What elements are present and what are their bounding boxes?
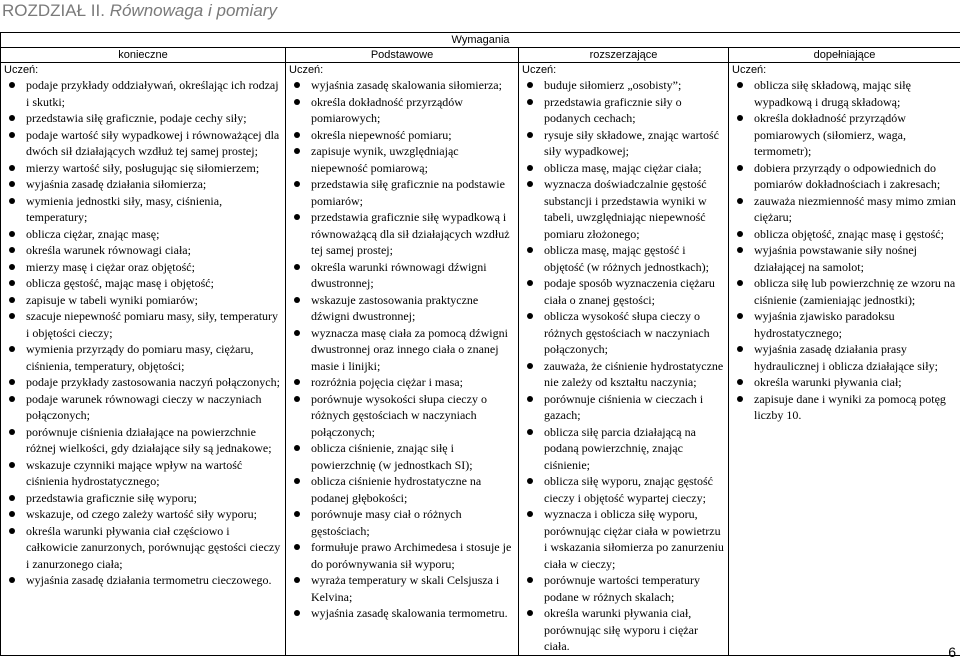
column-label: Uczeń:: [732, 64, 767, 76]
page-number: 6: [948, 644, 956, 660]
requirement-item: zapisuje wynik, uwzględniając niepewność pomiarową;: [286, 143, 518, 176]
requirement-item: określa dokładność przyrządów pomiarowych (siłomierz, waga, termometr);: [729, 110, 960, 160]
column-rozszerzajace: [519, 63, 729, 656]
column-podstawowe: [286, 63, 519, 656]
requirement-item: porównuje wysokości słupa cieczy o różnych gęstościach w naczyniach połączonych;: [286, 391, 518, 441]
requirement-item: oblicza siłę lub powierzchnię ze wzoru na ciśnienie (zamieniając jednostki);: [729, 275, 960, 308]
requirement-item: wyjaśnia zasadę skalowania siłomierza;: [286, 77, 518, 94]
requirement-item: wymienia jednostki siły, masy, ciśnienia, temperatury;: [1, 193, 285, 226]
requirement-item: mierzy wartość siły, posługując się siłomierzem;: [1, 160, 285, 177]
requirement-item: określa dokładność przyrządów pomiarowych;: [286, 94, 518, 127]
requirement-item: określa warunki pływania ciał częściowo i całkowicie zanurzonych, porównując gęstości cieczy i zanurzonego ciała;: [1, 523, 285, 573]
requirement-item: oblicza masę, mając gęstość i objętość (w różnych jednostkach);: [519, 242, 728, 275]
requirement-item: zauważa, że ciśnienie hydrostatyczne nie zależy od kształtu naczynia;: [519, 358, 728, 391]
column-header-konieczne: konieczne: [1, 48, 286, 63]
requirement-item: dobiera przyrządy o odpowiednich do pomiarów dokładnościach i zakresach;: [729, 160, 960, 193]
requirement-item: oblicza ciężar, znając masę;: [1, 226, 285, 243]
requirement-item: zauważa niezmienność masy mimo zmian ciężaru;: [729, 193, 960, 226]
requirement-item: oblicza siłę parcia działającą na podaną powierzchnię, znając ciśnienie;: [519, 424, 728, 474]
requirement-item: oblicza ciśnienie hydrostatyczne na podanej głębokości;: [286, 473, 518, 506]
requirement-item: rysuje siły składowe, znając wartość siły wypadkowej;: [519, 127, 728, 160]
requirement-item: oblicza objętość, znając masę i gęstość;: [729, 226, 960, 243]
requirement-list: [286, 77, 518, 622]
requirement-item: oblicza siłę składową, mając siłę wypadkową i drugą składową;: [729, 77, 960, 110]
requirement-item: wymienia przyrządy do pomiaru masy, ciężaru, ciśnienia, temperatury, objętości;: [1, 341, 285, 374]
requirement-item: porównuje masy ciał o różnych gęstościach;: [286, 506, 518, 539]
chapter-number: ROZDZIAŁ II.: [2, 1, 105, 20]
requirement-item: zapisuje dane i wyniki za pomocą potęg liczby 10.: [729, 391, 960, 424]
requirement-item: przedstawia siłę graficznie, podaje cechy siły;: [1, 110, 285, 127]
requirement-item: określa warunki pływania ciał;: [729, 374, 960, 391]
requirement-item: rozróżnia pojęcia ciężar i masa;: [286, 374, 518, 391]
requirement-item: porównuje wartości temperatury podane w różnych skalach;: [519, 572, 728, 605]
requirement-item: podaje wartość siły wypadkowej i równoważącej dla dwóch sił działających wzdłuż tej samej prostej;: [1, 127, 285, 160]
requirement-item: wyjaśnia zjawisko paradoksu hydrostatycznego;: [729, 308, 960, 341]
requirement-item: oblicza wysokość słupa cieczy o różnych gęstościach w naczyniach połączonych;: [519, 308, 728, 358]
requirement-item: określa warunki równowagi dźwigni dwustronnej;: [286, 259, 518, 292]
requirement-item: mierzy masę i ciężar oraz objętość;: [1, 259, 285, 276]
column-label: Uczeń:: [4, 64, 39, 76]
requirement-item: podaje przykłady zastosowania naczyń połączonych;: [1, 374, 285, 391]
requirement-item: wyznacza doświadczalnie gęstość substancji i przedstawia wyniki w tabeli, uwzględniając niepewność pomiaru złożonego;: [519, 176, 728, 242]
requirement-item: przedstawia graficznie siłę wyporu;: [1, 490, 285, 507]
requirement-item: oblicza siłę wyporu, znając gęstość cieczy i objętość wypartej cieczy;: [519, 473, 728, 506]
requirement-item: wyznacza masę ciała za pomocą dźwigni dwustronnej oraz innego ciała o znanej masie i linijki;: [286, 325, 518, 375]
requirement-item: porównuje ciśnienia w cieczach i gazach;: [519, 391, 728, 424]
requirement-item: wyjaśnia zasadę skalowania termometru.: [286, 605, 518, 622]
requirement-item: przedstawia graficznie siłę wypadkową i równoważącą dla sił działających wzdłuż tej samej prostej;: [286, 209, 518, 259]
requirement-item: oblicza ciśnienie, znając siłę i powierzchnię (w jednostkach SI);: [286, 440, 518, 473]
requirement-item: wyjaśnia zasadę działania prasy hydraulicznej i oblicza działające siły;: [729, 341, 960, 374]
requirement-item: podaje przykłady oddziaływań, określając ich rodzaj i skutki;: [1, 77, 285, 110]
table-header-title: Wymagania: [1, 33, 960, 48]
requirements-table: [0, 32, 960, 656]
requirement-item: podaje warunek równowagi cieczy w naczyniach połączonych;: [1, 391, 285, 424]
requirement-item: buduje siłomierz „osobisty”;: [519, 77, 728, 94]
requirement-item: oblicza masę, mając ciężar ciała;: [519, 160, 728, 177]
requirement-item: wskazuje, od czego zależy wartość siły wyporu;: [1, 506, 285, 523]
requirement-list: [729, 77, 960, 424]
requirement-item: podaje sposób wyznaczenia ciężaru ciała o znanej gęstości;: [519, 275, 728, 308]
column-konieczne: [1, 63, 286, 656]
requirement-item: wyjaśnia zasadę działania siłomierza;: [1, 176, 285, 193]
chapter-subtitle: Równowaga i pomiary: [109, 1, 277, 20]
requirement-item: wyznacza i oblicza siłę wyporu, porównując ciężar ciała w powietrzu i wskazania siłomierza po zanurzeniu ciała w cieczy;: [519, 506, 728, 572]
column-label: Uczeń:: [522, 64, 557, 76]
requirement-item: wyjaśnia powstawanie siły nośnej działającej na samolot;: [729, 242, 960, 275]
column-label: Uczeń:: [289, 64, 324, 76]
requirement-item: określa niepewność pomiaru;: [286, 127, 518, 144]
column-header-dopelniajace: dopełniające: [729, 48, 960, 63]
requirement-item: przedstawia graficznie siły o podanych cechach;: [519, 94, 728, 127]
requirement-list: [1, 77, 285, 589]
requirement-item: przedstawia siłę graficznie na podstawie pomiarów;: [286, 176, 518, 209]
requirement-item: wyraża temperatury w skali Celsjusza i Kelvina;: [286, 572, 518, 605]
requirement-item: szacuje niepewność pomiaru masy, siły, temperatury i objętości cieczy;: [1, 308, 285, 341]
requirement-item: wyjaśnia zasadę działania termometru cieczowego.: [1, 572, 285, 589]
requirement-item: porównuje ciśnienia działające na powierzchnie różnej wielkości, gdy działające siły są jednakowe;: [1, 424, 285, 457]
requirement-list: [519, 77, 728, 655]
requirement-item: formułuje prawo Archimedesa i stosuje je do porównywania sił wyporu;: [286, 539, 518, 572]
requirement-item: wskazuje zastosowania praktyczne dźwigni dwustronnej;: [286, 292, 518, 325]
requirement-item: oblicza gęstość, mając masę i objętość;: [1, 275, 285, 292]
column-header-rozszerzajace: rozszerzające: [519, 48, 729, 63]
requirement-item: wskazuje czynniki mające wpływ na wartość ciśnienia hydrostatycznego;: [1, 457, 285, 490]
requirement-item: określa warunki pływania ciał, porównując siłę wyporu i ciężar ciała.: [519, 605, 728, 655]
requirement-item: zapisuje w tabeli wyniki pomiarów;: [1, 292, 285, 309]
column-dopelniajace: [729, 63, 960, 656]
requirement-item: określa warunek równowagi ciała;: [1, 242, 285, 259]
column-header-podstawowe: Podstawowe: [286, 48, 519, 63]
chapter-title: [2, 0, 277, 22]
